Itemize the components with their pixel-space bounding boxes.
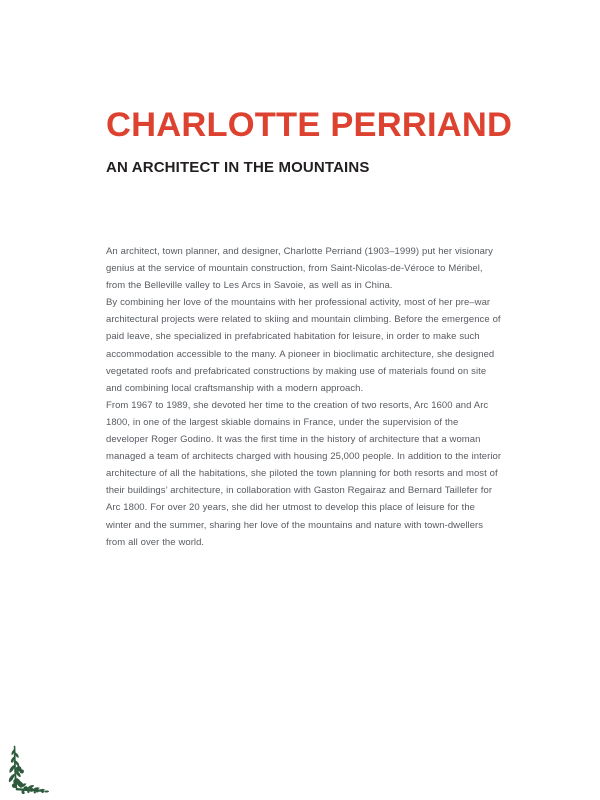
page-title: CHARLOTTE PERRIAND xyxy=(106,106,513,144)
page-subtitle: AN ARCHITECT IN THE MOUNTAINS xyxy=(106,159,370,176)
body-paragraph: By combining her love of the mountains with her professional activity, most of her pre–war architectural projects were related to skiing and mountain climbing. Before the emergence of paid leave, she specialized in prefabricated habitation for leisure, in order to make such accommodation accessible to the many. A pioneer in bioclimatic architecture, she designed vegetated roofs and prefabricated constructions by making use of materials found on site and combining local craftsmanship with a modern approach. xyxy=(106,297,501,394)
title-block xyxy=(106,104,526,178)
floral-corner-ornament-icon xyxy=(6,744,52,794)
body-paragraph: An architect, town planner, and designer, Charlotte Perriand (1903–1999) put her visionary genius at the service of mountain construction, from Saint-Nicolas-de-Véroce to Méribel, from the Belleville valley to Les Arcs in Savoie, as well as in China. xyxy=(106,246,493,292)
body-text-block xyxy=(106,243,502,551)
body-paragraph: From 1967 to 1989, she devoted her time to the creation of two resorts, Arc 1600 and Arc 1800, in one of the largest skiable domains in France, under the supervision of the developer Roger Godino. It was the first time in the history of architecture that a woman managed a team of architects charged with housing 25,000 people. In addition to the interior architecture of all the habitations, she piloted the town planning for both resorts and most of their buildings’ architecture, in collaboration with Gaston Regairaz and Bernard Taillefer for Arc 1800. For over 20 years, she did her utmost to develop this place of leisure for the winter and the summer, sharing her love of the mountains and nature with town-dwellers from all over the world. xyxy=(106,399,502,548)
